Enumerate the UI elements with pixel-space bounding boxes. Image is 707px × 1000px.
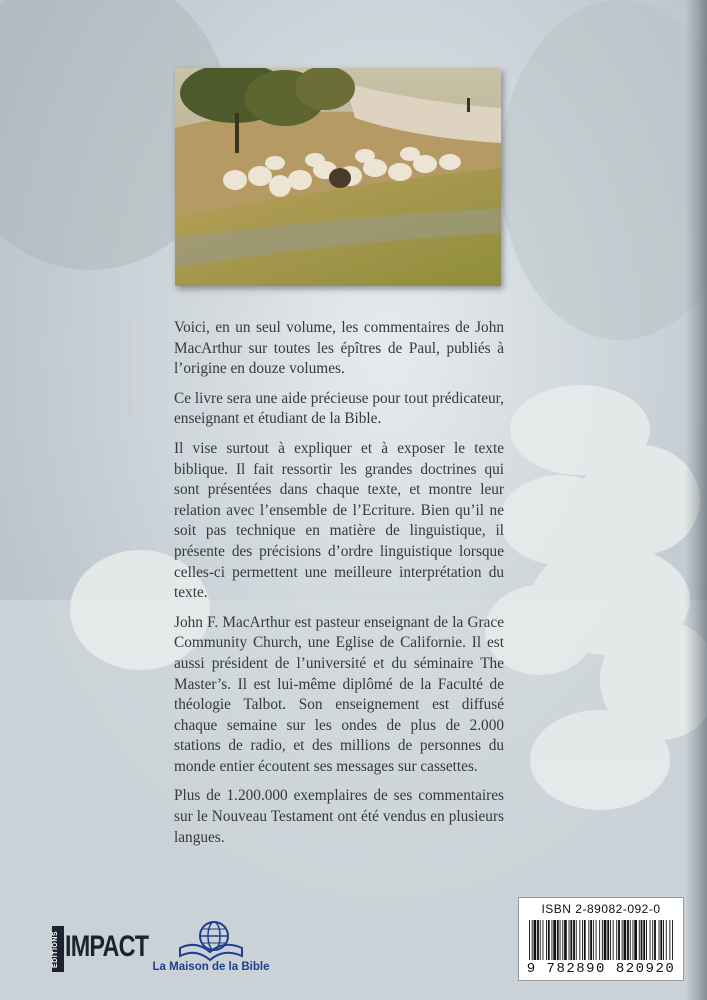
editions-impact-logo <box>52 924 149 974</box>
paragraph-author-bio: John F. MacArthur est pasteur enseignant de la Grace Community Church, une Eglise de Californie. Il est aussi président de l’université et du séminaire The Master’s. Il est lui-même diplômé de la Faculté de théologie Talbot. Son enseignement est diffusé chaque semaine sur les ondes de plus de 2.000 stations de radio, et des millions de personnes du monde entier écoutent ses messages sur cassettes. <box>174 613 504 775</box>
cover-photo-sheep <box>175 68 501 286</box>
paragraph-sales: Plus de 1.200.000 exemplaires de ses commentaires sur le Nouveau Testament ont été vendus en plusieurs langues. <box>174 787 504 846</box>
isbn-label: ISBN 2-89082-092-0 <box>541 902 661 916</box>
isbn-barcode-box <box>518 897 684 981</box>
impact-side-label: EDITIONS <box>52 926 64 972</box>
barcode-icon <box>527 920 675 960</box>
spine-shadow <box>685 0 707 1000</box>
open-book-globe-icon <box>152 918 270 962</box>
maison-de-la-bible-label: La Maison de la Bible <box>152 961 270 973</box>
paragraph-purpose: Il vise surtout à expliquer et à exposer le texte biblique. Il fait ressortir les grandes doctrines qui sont présentées dans chaque texte, et montre leur relation avec l’ensemble de l’Ecriture. Bien qu’il ne soit pas technique en matière de linguistique, il présente des précisions d’ordre linguistique lorsque celles-ci permettent une meilleure interprétation du texte. <box>174 439 504 602</box>
impact-wordmark: IMPACT <box>65 930 149 963</box>
back-cover-text <box>174 318 504 857</box>
paragraph-usefulness: Ce livre sera une aide précieuse pour tout prédicateur, enseignant et étudiant de la Bible. <box>174 389 504 428</box>
paragraph-intro: Voici, en un seul volume, les commentaires de John MacArthur sur toutes les épîtres de Paul, publiés à l’origine en douze volumes. <box>174 319 504 378</box>
barcode-digits: 9 782890 820920 <box>526 961 676 977</box>
maison-de-la-bible-logo <box>152 918 270 978</box>
